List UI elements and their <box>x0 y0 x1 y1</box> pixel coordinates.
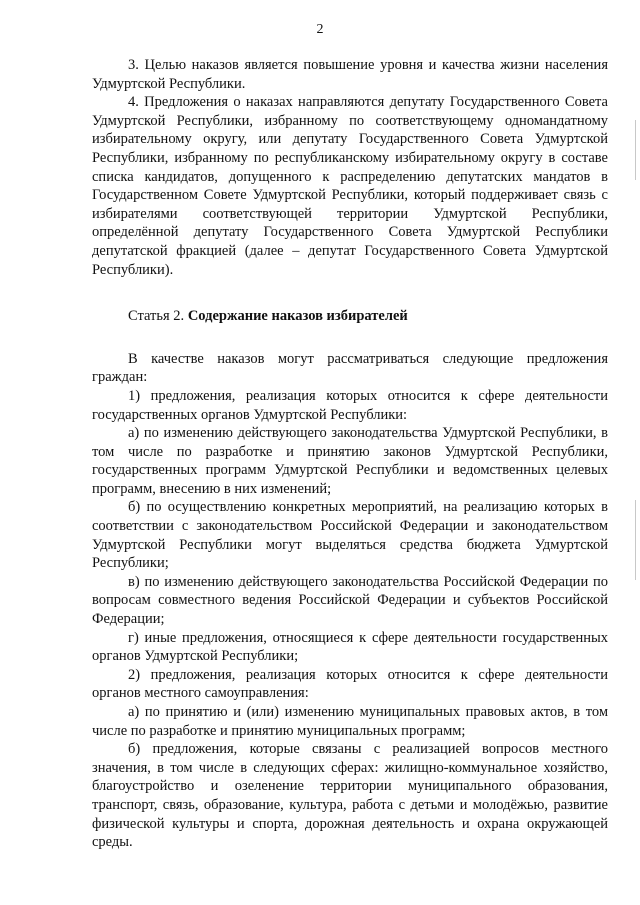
article-heading <box>92 307 608 326</box>
article-title: Содержание наказов избирателей <box>187 308 408 325</box>
paragraph-item-2a: а) по принятию и (или) изменению муниципальных правовых актов, в том числе по разработке и принятию муниципальных программ; <box>92 704 608 739</box>
paragraph-item-1g: г) иные предложения, относящиеся к сфере деятельности государственных органов Удмуртской Республики; <box>92 629 608 665</box>
paragraph-4: 4. Предложения о наказах направляются депутату Государственного Совета Удмуртской Республики, избранному по соответствующему одномандатному избирательному округу, или депутату Государственного Совета Удмуртской Республики, избранному по республиканскому избирательному округу в составе списка кандидатов, допущенного к распределению депутатских мандатов в Государственном Совете Удмуртской Республики, который поддерживает связь с избирателями соответствующей территории Удмуртской Республики, определённой депутату Государственного Совета Удмуртской Республики депутатской фракцией (далее – депутат Государственного Совета Удмуртской Республики). <box>92 94 608 278</box>
paragraph-item-2: 2) предложения, реализация которых относится к сфере деятельности органов местного самоуправления: <box>92 666 608 702</box>
paragraph-item-1v: в) по изменению действующего законодательства Российской Федерации по вопросам совместного ведения Российской Федерации и субъектов Российской Федерации; <box>92 573 608 628</box>
scan-edge-mark <box>635 120 636 180</box>
paragraph-item-1b: б) по осуществлению конкретных мероприятий, на реализацию которых в соответствии с законодательством Российской Федерации и законодательством Удмуртской Республики могут выделяться средства бюджета Удмуртской Республики; <box>92 499 608 572</box>
article-prefix: Статья 2. <box>128 308 188 325</box>
paragraph-item-1a: а) по изменению действующего законодательства Удмуртской Республики, в том числе по разработке и принятию законов Удмуртской Республики, государственных программ Удмуртской Республики и ведомственных целевых программ, внесению в них изменений; <box>92 425 608 497</box>
page-number: 2 <box>316 22 324 37</box>
paragraph-item-2b: б) предложения, которые связаны с реализацией вопросов местного значения, в том числе в следующих сферах: жилищно-коммунальное хозяйство, благоустройство и озеленение территории муниципального образования, транспорт, связь, образование, культура, работа с детьми и молодёжью, развитие физической культуры и спорта, дорожная деятельность и охрана окружающей среды. <box>92 741 608 851</box>
paragraph-3: 3. Целью наказов является повышение уровня и качества жизни населения Удмуртской Республики. <box>92 57 608 92</box>
paragraph-item-1: 1) предложения, реализация которых относится к сфере деятельности государственных органов Удмуртской Республики: <box>92 387 608 423</box>
document-body <box>92 56 608 852</box>
scan-edge-mark <box>635 500 636 580</box>
paragraph-intro: В качестве наказов могут рассматриваться следующие предложения граждан: <box>92 350 608 386</box>
